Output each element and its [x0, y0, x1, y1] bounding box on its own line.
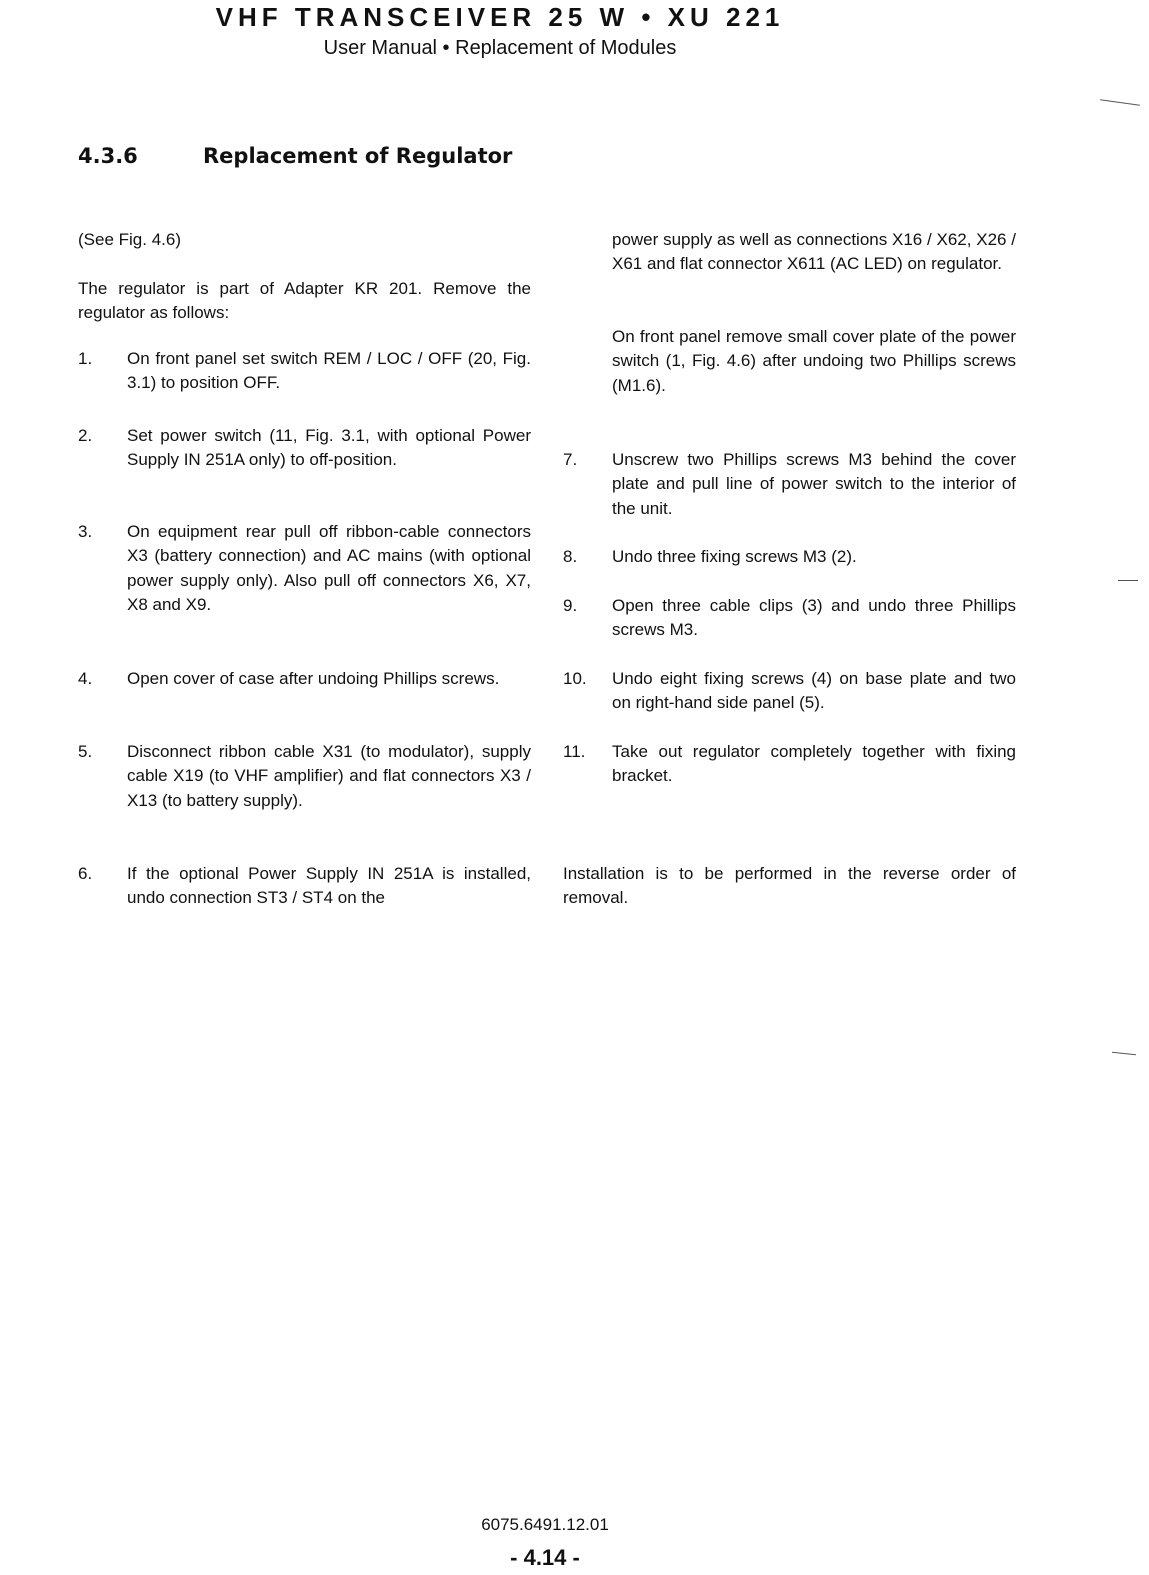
section-title: Replacement of Regulator: [203, 144, 513, 168]
step-text: Undo three fixing screws M3 (2).: [612, 547, 857, 566]
step-text: Undo eight fixing screws (4) on base plate and two on right-hand side panel (5).: [612, 669, 1016, 713]
step-text: Disconnect ribbon cable X31 (to modulator), supply cable X19 (to VHF amplifier) and flat connectors X3 / X13 (to battery supply).: [127, 742, 531, 810]
step-text: Open three cable clips (3) and undo three Phillips screws M3.: [612, 596, 1016, 640]
document-title: VHF TRANSCEIVER 25 W • XU 221: [215, 2, 785, 32]
step-number: 3.: [78, 522, 93, 541]
step-number: 4.: [78, 669, 93, 688]
scan-mark: [1118, 580, 1138, 581]
document-subtitle: User Manual • Replacement of Modules: [323, 37, 677, 59]
step-number: 11.: [563, 742, 586, 761]
document-code: 6075.6491.12.01: [481, 1515, 609, 1534]
step-number: 7.: [563, 450, 578, 469]
scan-mark: [1100, 99, 1140, 106]
step-text: Unscrew two Phillips screws M3 behind the cover plate and pull line of power switch to the interior of the unit.: [612, 450, 1016, 518]
front-panel-paragraph: On front panel remove small cover plate of the power switch (1, Fig. 4.6) after undoing two Phillips screws (M1.6).: [612, 327, 1016, 395]
step-text: If the optional Power Supply IN 251A is installed, undo connection ST3 / ST4 on the: [127, 864, 531, 908]
step-number: 6.: [78, 864, 93, 883]
step-text: Set power switch (11, Fig. 3.1, with optional Power Supply IN 251A only) to off-position.: [127, 426, 531, 470]
step-number: 8.: [563, 547, 578, 566]
step-number: 10.: [563, 669, 587, 688]
step-text: Take out regulator completely together with fixing bracket.: [612, 742, 1016, 786]
step6-continuation: power supply as well as connections X16 / X62, X26 / X61 and flat connector X611 (AC LED) on regulator.: [612, 230, 1016, 274]
step-text: On equipment rear pull off ribbon-cable connectors X3 (battery connection) and AC mains (with optional power supply only). Also pull off connectors X6, X7, X8 and X9.: [127, 522, 531, 615]
step-text: On front panel set switch REM / LOC / OFF (20, Fig. 3.1) to position OFF.: [127, 349, 531, 393]
intro-paragraph: The regulator is part of Adapter KR 201. Remove the regulator as follows:: [78, 279, 531, 323]
step-number: 1.: [78, 349, 93, 368]
section-number: 4.3.6: [78, 144, 138, 168]
step-number: 2.: [78, 426, 93, 445]
step-text: Open cover of case after undoing Phillips screws.: [127, 669, 500, 688]
scan-mark: [1112, 1052, 1136, 1056]
closing-paragraph: Installation is to be performed in the reverse order of removal.: [563, 864, 1016, 908]
step-number: 5.: [78, 742, 93, 761]
step-number: 9.: [563, 596, 578, 615]
see-figure-note: (See Fig. 4.6): [78, 230, 181, 249]
page-number: - 4.14 -: [510, 1545, 580, 1570]
